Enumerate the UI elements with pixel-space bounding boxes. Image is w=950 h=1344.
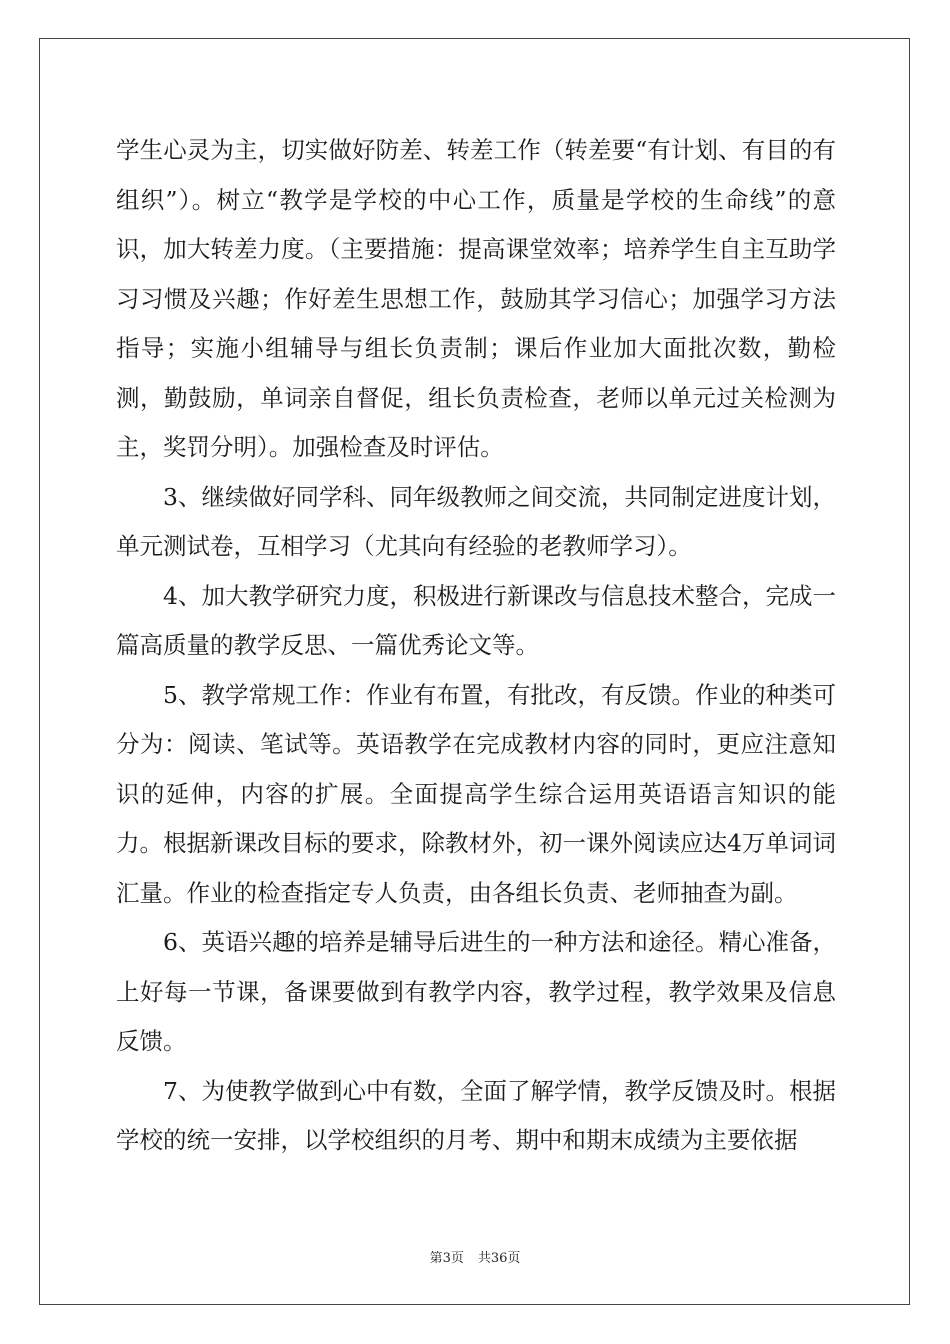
paragraph-5: 6、英语兴趣的培养是辅导后进生的一种方法和途径。精心准备，上好每一节课，备课要做到有教学内容，教学过程，教学效果及信息反馈。 [116, 928, 836, 1055]
document-body [116, 126, 836, 1166]
paragraph-6: 7、为使教学做到心中有数，全面了解学情，教学反馈及时。根据学校的统一安排，以学校组织的月考、期中和期末成绩为主要依据 [116, 1076, 836, 1154]
page-total: 共36页 [477, 1251, 521, 1266]
page-footer [0, 1247, 950, 1266]
paragraph-1: 学生心灵为主，切实做好防差、转差工作（转差要“有计划、有目的有组织”）。树立“教学是学校的中心工作，质量是学校的生命线”的意识，加大转差力度。（主要措施：提高课堂效率；培养学生自主互助学习习惯及兴趣；作好差生思想工作，鼓励其学习信心；加强学习方法指导；实施小组辅导与组长负责制；课后作业加大面批次数，勤检测，勤鼓励，单词亲自督促，组长负责检查，老师以单元过关检测为主，奖罚分明）。加强检查及时评估。 [116, 136, 836, 461]
page-number: 第3页 [429, 1251, 464, 1266]
paragraph-3: 4、加大教学研究力度，积极进行新课改与信息技术整合，完成一篇高质量的教学反思、一篇优秀论文等。 [116, 581, 836, 659]
paragraph-4: 5、教学常规工作：作业有布置，有批改，有反馈。作业的种类可分为：阅读、笔试等。英语教学在完成教材内容的同时，更应注意知识的延伸，内容的扩展。全面提高学生综合运用英语语言知识的能力。根据新课改目标的要求，除教材外，初一课外阅读应达4万单词词汇量。作业的检查指定专人负责，由各组长负责、老师抽查为副。 [116, 680, 836, 907]
paragraph-2: 3、继续做好同学科、同年级教师之间交流，共同制定进度计划，单元测试卷，互相学习（尤其向有经验的老教师学习）。 [116, 482, 836, 560]
